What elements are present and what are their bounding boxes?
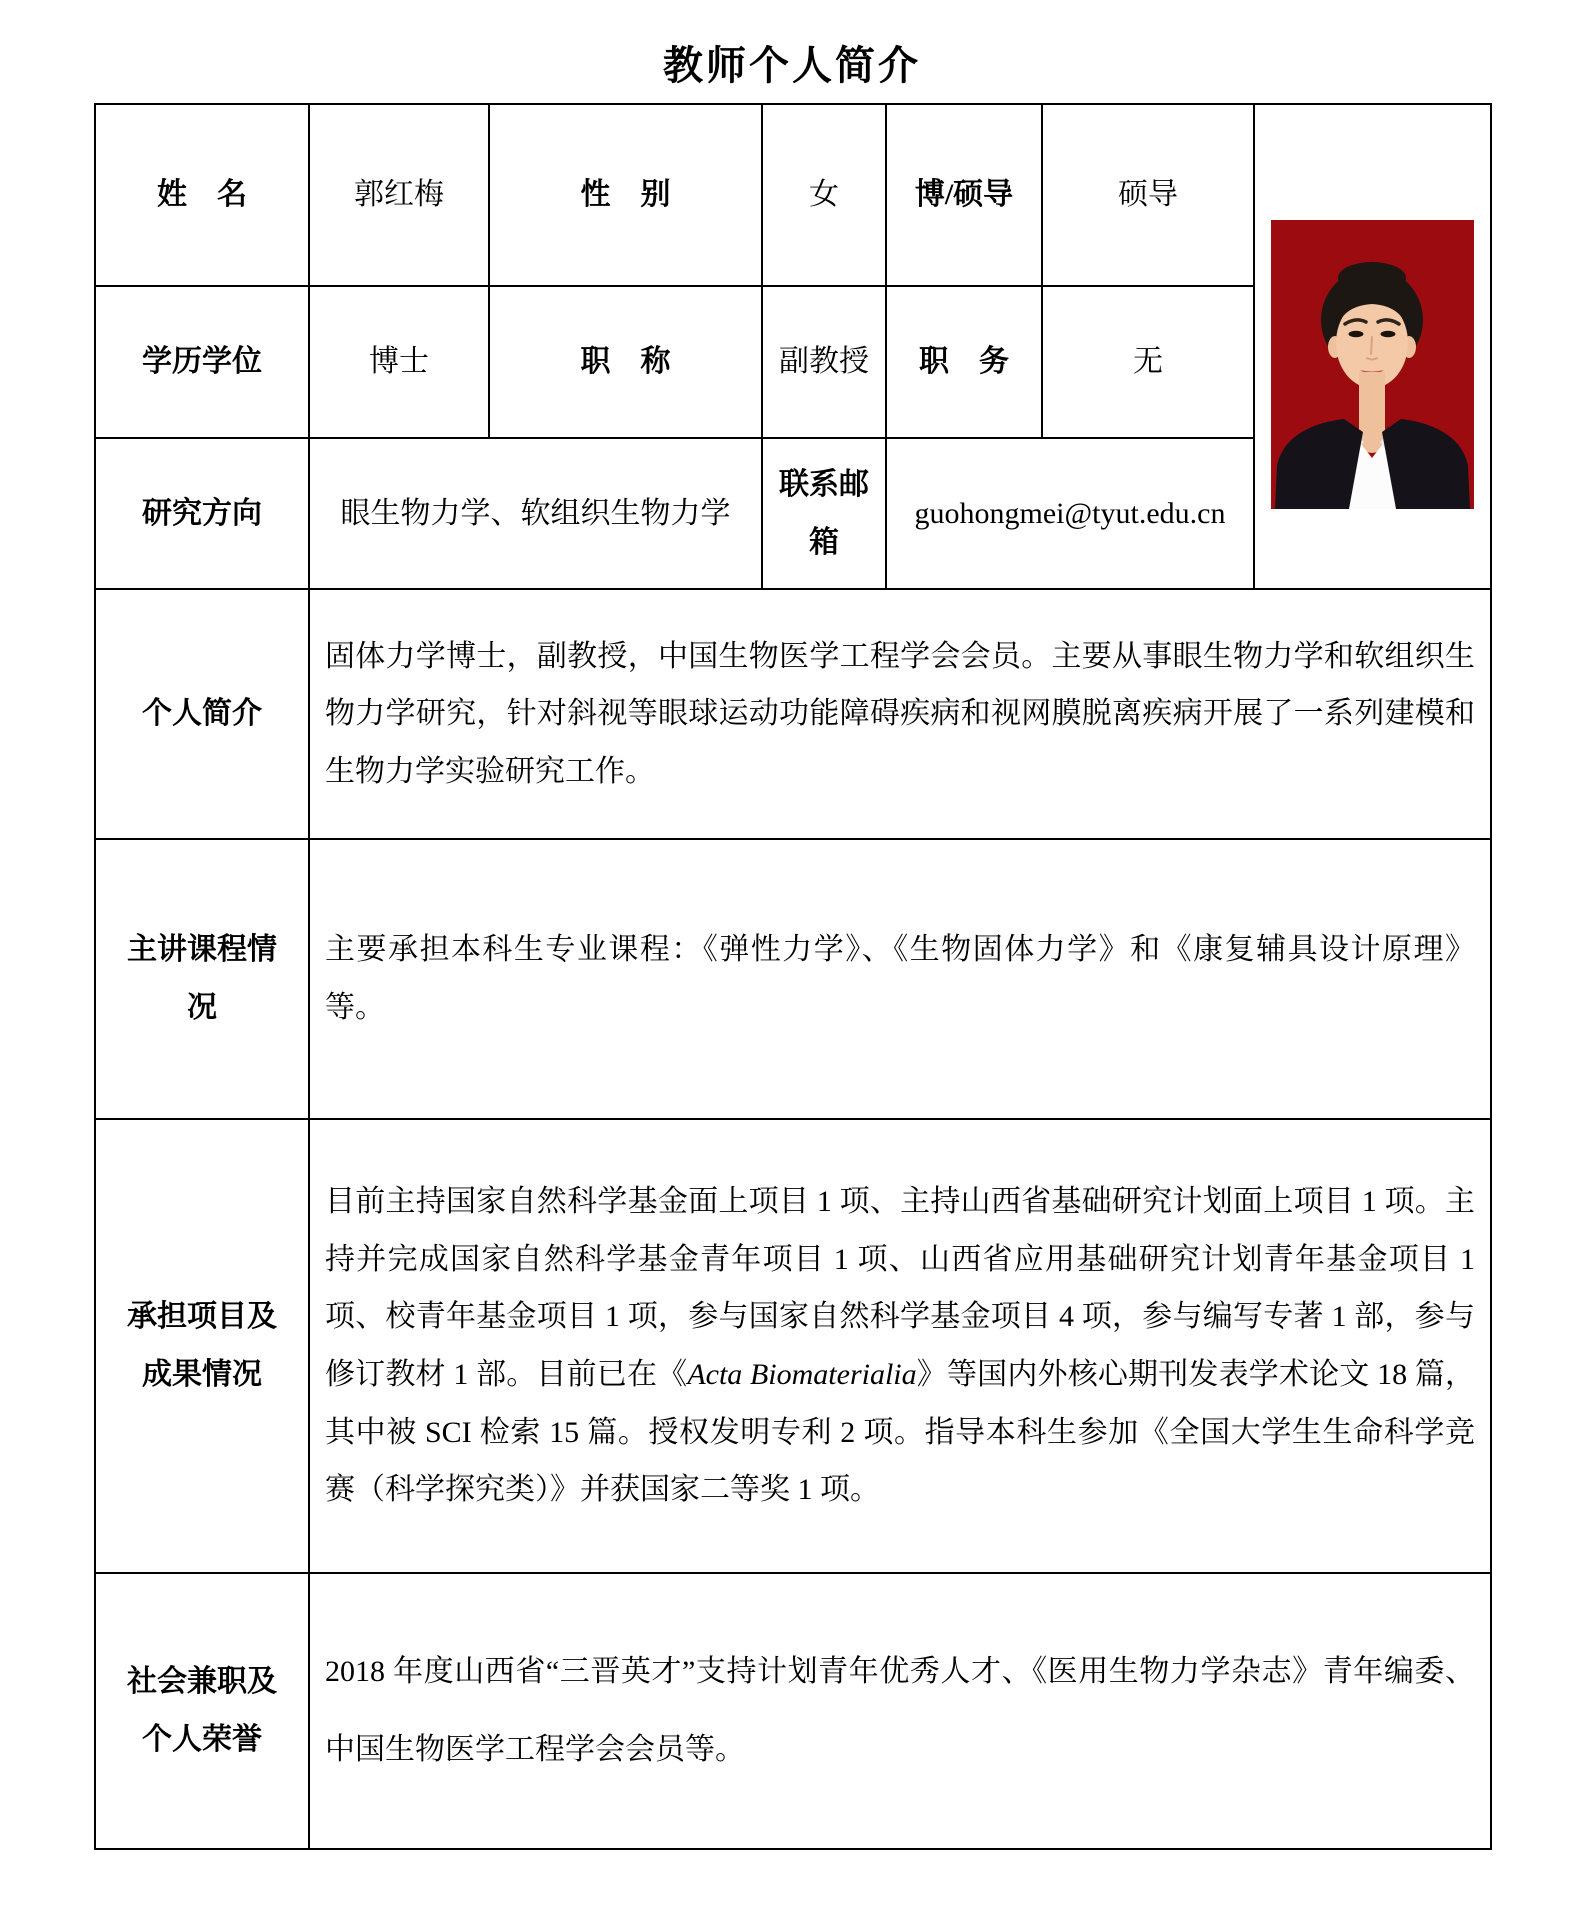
projects-label-text: 承担项目及成果情况 [127,1300,277,1391]
email-label: 联系邮箱 [762,438,886,589]
photo-cell [1254,104,1491,589]
honors-label-text: 社会兼职及个人荣誉 [127,1665,277,1756]
research-label: 研究方向 [95,438,309,589]
bio-text: 固体力学博士，副教授，中国生物医学工程学会会员。主要从事眼生物力学和软组织生物力学研究，针对斜视等眼球运动功能障碍疾病和视网膜脱离疾病开展了一系列建模和生物力学实验研究工作。 [309,589,1491,839]
name-value: 郭红梅 [309,104,489,286]
projects-text: 目前主持国家自然科学基金面上项目 1 项、主持山西省基础研究计划面上项目 1 项。主持并完成国家自然科学基金青年项目 1 项、山西省应用基础研究计划青年基金项目 1 项、校青年基金项目 1 项，参与国家自然科学基金项目 4 项，参与编写专著 1 部，参与修订教材 1 部。目前已在《Acta Biomaterialia》等国内外核心期刊发表学术论文 18 篇，其中被 SCI 检索 15 篇。授权发明专利 2 项。指导本科生参加《全国大学生生命科学竞赛（科学探究类）》并获国家二等奖 1 项。 [309,1119,1491,1573]
degree-value: 博士 [309,286,489,438]
courses-label [95,839,309,1119]
table-row [95,1573,1491,1849]
gender-label: 性 别 [489,104,762,286]
courses-label-text: 主讲课程情况 [127,933,277,1024]
table-row [95,104,1491,286]
degree-label: 学历学位 [95,286,309,438]
table-row [95,1119,1491,1573]
table-row [95,839,1491,1119]
duty-label: 职 务 [886,286,1042,438]
title-value: 副教授 [762,286,886,438]
supervisor-value: 硕导 [1042,104,1254,286]
teacher-profile-table [94,103,1492,1850]
gender-value: 女 [762,104,886,286]
email-value: guohongmei@tyut.edu.cn [886,438,1254,589]
table-row [95,589,1491,839]
duty-value: 无 [1042,286,1254,438]
bio-label: 个人简介 [95,589,309,839]
page-title: 教师个人简介 [663,44,921,88]
honors-text: 2018 年度山西省“三晋英才”支持计划青年优秀人才、《医用生物力学杂志》青年编委、中国生物医学工程学会会员等。 [309,1573,1491,1849]
name-label: 姓 名 [95,104,309,286]
honors-label [95,1573,309,1849]
supervisor-label: 博/硕导 [886,104,1042,286]
research-value: 眼生物力学、软组织生物力学 [309,438,762,589]
title-label: 职 称 [489,286,762,438]
projects-label [95,1119,309,1573]
portrait-photo [1271,220,1474,509]
portrait-photo-image [1271,220,1474,509]
courses-text: 主要承担本科生专业课程：《弹性力学》、《生物固体力学》和《康复辅具设计原理》等。 [309,839,1491,1119]
